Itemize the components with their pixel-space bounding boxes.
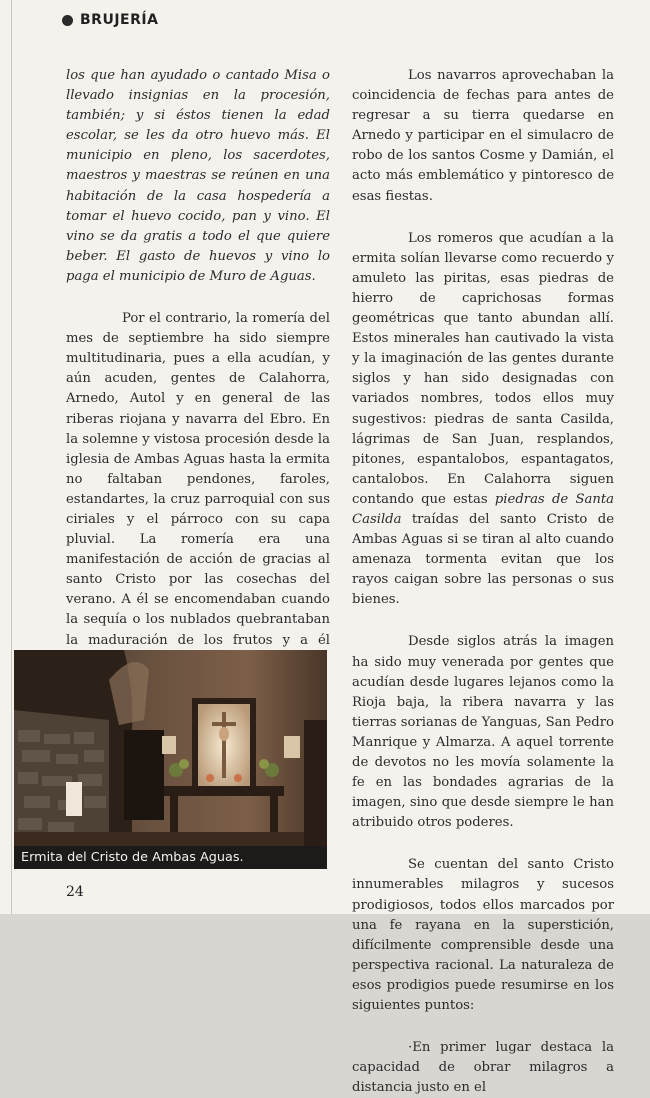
hermitage-photo [14, 650, 327, 846]
hermitage-interior-illustration [14, 650, 327, 846]
body-paragraph: ·En primer lugar destaca la capacidad de obrar milagros a distancia justo en el [352, 1040, 614, 1096]
section-title: BRUJERÍA [80, 12, 159, 28]
section-header [62, 12, 158, 28]
body-text: traídas del santo Cristo de Ambas Aguas si se tiran al alto cuando amenaza tormenta evitan que los rayos caigan sobre las personas o sus bienes. [352, 511, 614, 608]
body-paragraph: Los navarros aprovechaban la coincidencia de fechas para antes de regresar a su tierra quedarse en Arnedo y participar en el simulacro de robo de los santos Cosme y Damián, el acto más emblemático y pintoresco de esas fiestas. [352, 68, 614, 204]
photo-caption: Ermita del Cristo de Ambas Aguas. [14, 846, 327, 869]
body-paragraph: Por el contrario, la romería del mes de septiembre ha sido siempre multitudinaria, pues a ella acudían, y aún acuden, gentes de Calahorra, Arnedo, Autol y en general de las riberas riojana y navarra del Ebro. En la solemne y vistosa procesión desde la iglesia de Ambas Aguas hasta la ermita no faltaban pendones, faroles, estandartes, la cruz parroquial con sus ciriales y el párroco con su capa pluvial. La romería era una manifestación de acción de gracias al santo Cristo por las cosechas del verano. A él se encomendaban cuando la sequía o los nublados quebrantaban la maduración de los frutos y a él [66, 311, 330, 648]
page-number: 24 [66, 884, 84, 900]
italic-quote-paragraph: los que han ayudado o cantado Misa o llevado insignias en la procesión, también; y si éstos tienen la edad escolar, se les da otro huevo más. El municipio en pleno, los sacerdotes, maestros y maestras se reúnen en una habitación de la casa hospedería a tomar el huevo cocido, pan y vino. El vino se da gratis a todo el que quiere beber. El gasto de huevos y vino lo paga el municipio de Muro de Aguas. [66, 68, 330, 284]
body-paragraph [352, 229, 614, 611]
body-text: Los romeros que acudían a la ermita solían llevarse como recuerdo y amuleto las piritas, esas piedras de hierro de caprichosas formas geométricas que tanto abundan allí. Estos minerales han cautivado la vista y la imaginación de las gentes durante siglos y han sido designadas con variados nombres, todos ellos muy sugestivos: piedras de santa Casilda, lágrimas de San Juan, resplandos, pitones, espantalobos, espantagatos, cantalobos. En Calahorra siguen contando que estas [352, 230, 614, 507]
bullet-dot-icon [62, 15, 73, 26]
body-paragraph: Desde siglos atrás la imagen ha sido muy venerada por gentes que acudían desde lugares lejanos como la Rioja baja, la ribera navarra y las tierras sorianas de Yanguas, San Pedro Manrique y Almarza. A aquel torrente de devotos no les movía solamente la fe en las bondades agrarias de la imagen, sino que desde siempre le han atribuido otros poderes. [352, 634, 614, 831]
italic-term: piedras de Santa Casilda [352, 491, 614, 527]
body-paragraph: Se cuentan del santo Cristo innumerables milagros y sucesos prodigiosos, todos ellos marcados por una fe rayana en la superstición, difícilmente comprensible desde una perspectiva racional. La naturaleza de esos prodigios puede resumirse en los siguientes puntos: [352, 857, 614, 1014]
right-column [352, 66, 614, 1098]
page-edge-rule [11, 0, 12, 914]
